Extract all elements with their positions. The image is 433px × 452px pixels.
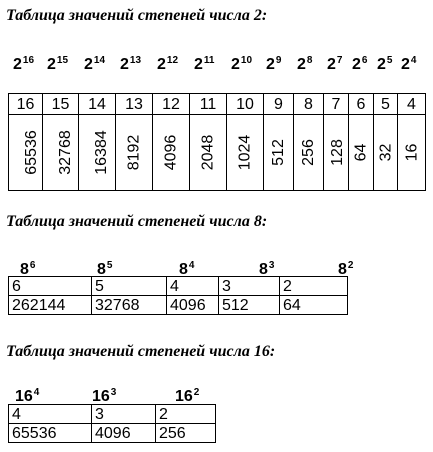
cell-value: 65536 (22, 130, 40, 175)
cell-value: 4096 (162, 134, 180, 171)
table-cell: 4 (398, 94, 426, 115)
power-header: $2^{12}$ (157, 55, 179, 73)
power-header: $2^{15}$ (47, 55, 69, 73)
table-cell (227, 115, 264, 191)
table-cell: 14 (79, 94, 116, 115)
table-cell: 3 (92, 405, 156, 424)
table-cell: 10 (227, 94, 264, 115)
power-header: $2^6$ (352, 55, 368, 73)
cell-value: 32768 (56, 130, 74, 175)
table-cell (9, 115, 43, 191)
table-cell: 4096 (167, 296, 219, 315)
table-cell (43, 115, 79, 191)
power-header: $16^2$ (175, 387, 200, 405)
table-cell: 512 (219, 296, 280, 315)
table8-title: Таблица значений степеней числа 8: (6, 213, 268, 230)
cell-value: 1024 (236, 134, 254, 171)
cell-value: 128 (328, 139, 346, 166)
table-cell: 5 (92, 277, 167, 296)
power-header: $2^4$ (401, 55, 417, 73)
cell-value: 2048 (199, 134, 217, 171)
power-header: $2^{16}$ (13, 55, 35, 73)
table-cell: 4 (167, 277, 219, 296)
table-row (9, 296, 348, 315)
table-cell: 64 (280, 296, 348, 315)
table8 (8, 276, 348, 315)
table-cell (190, 115, 227, 191)
table-cell: 4096 (92, 424, 156, 443)
table-row (9, 115, 426, 191)
table-cell: 6 (349, 94, 374, 115)
table-cell (374, 115, 398, 191)
cell-value: 16 (402, 143, 420, 162)
table-cell: 2 (280, 277, 348, 296)
cell-value: 64 (352, 143, 370, 162)
table-cell (79, 115, 116, 191)
table16 (8, 404, 216, 443)
table-row (9, 405, 216, 424)
table-cell (398, 115, 426, 191)
table-cell: 12 (153, 94, 190, 115)
table-row (9, 94, 426, 115)
cell-value: 512 (269, 139, 287, 166)
table-cell (294, 115, 324, 191)
table-cell: 2 (156, 405, 216, 424)
power-header: $8^3$ (259, 260, 275, 278)
table-cell: 65536 (9, 424, 92, 443)
table-cell: 6 (9, 277, 92, 296)
table-cell: 256 (156, 424, 216, 443)
table-cell (349, 115, 374, 191)
table2 (8, 93, 426, 191)
table-row (9, 424, 216, 443)
table2-title: Таблица значений степеней числа 2: (6, 7, 268, 24)
table-cell (324, 115, 349, 191)
power-header: $8^2$ (338, 260, 354, 278)
table-cell: 32768 (92, 296, 167, 315)
table-cell: 7 (324, 94, 349, 115)
power-header: $8^5$ (97, 260, 113, 278)
table-cell: 16 (9, 94, 43, 115)
table-cell: 3 (219, 277, 280, 296)
table-cell (153, 115, 190, 191)
table-cell: 15 (43, 94, 79, 115)
power-header: $2^{13}$ (120, 55, 142, 73)
cell-value: 16384 (92, 130, 110, 175)
power-header: $2^{10}$ (231, 55, 253, 73)
cell-value: 8192 (125, 134, 143, 171)
table-row (9, 277, 348, 296)
power-header: $8^4$ (179, 260, 195, 278)
table16-title: Таблица значений степеней числа 16: (6, 343, 276, 360)
table-cell: 5 (374, 94, 398, 115)
table-cell: 11 (190, 94, 227, 115)
power-header: $2^7$ (327, 55, 343, 73)
power-header: $2^{11}$ (194, 55, 215, 73)
table-cell: 13 (116, 94, 153, 115)
cell-value: 32 (376, 143, 394, 162)
power-header: $2^{14}$ (84, 55, 106, 73)
power-header: $8^6$ (20, 260, 36, 278)
table-cell: 9 (264, 94, 294, 115)
table-cell: 4 (9, 405, 92, 424)
power-header: $16^3$ (92, 387, 117, 405)
table-cell (116, 115, 153, 191)
table-cell: 262144 (9, 296, 92, 315)
power-header: $16^4$ (15, 387, 40, 405)
power-header: $2^5$ (377, 55, 393, 73)
power-header: $2^8$ (297, 55, 313, 73)
table-cell (264, 115, 294, 191)
cell-value: 256 (299, 139, 317, 166)
power-header: $2^9$ (266, 55, 282, 73)
table-cell: 8 (294, 94, 324, 115)
